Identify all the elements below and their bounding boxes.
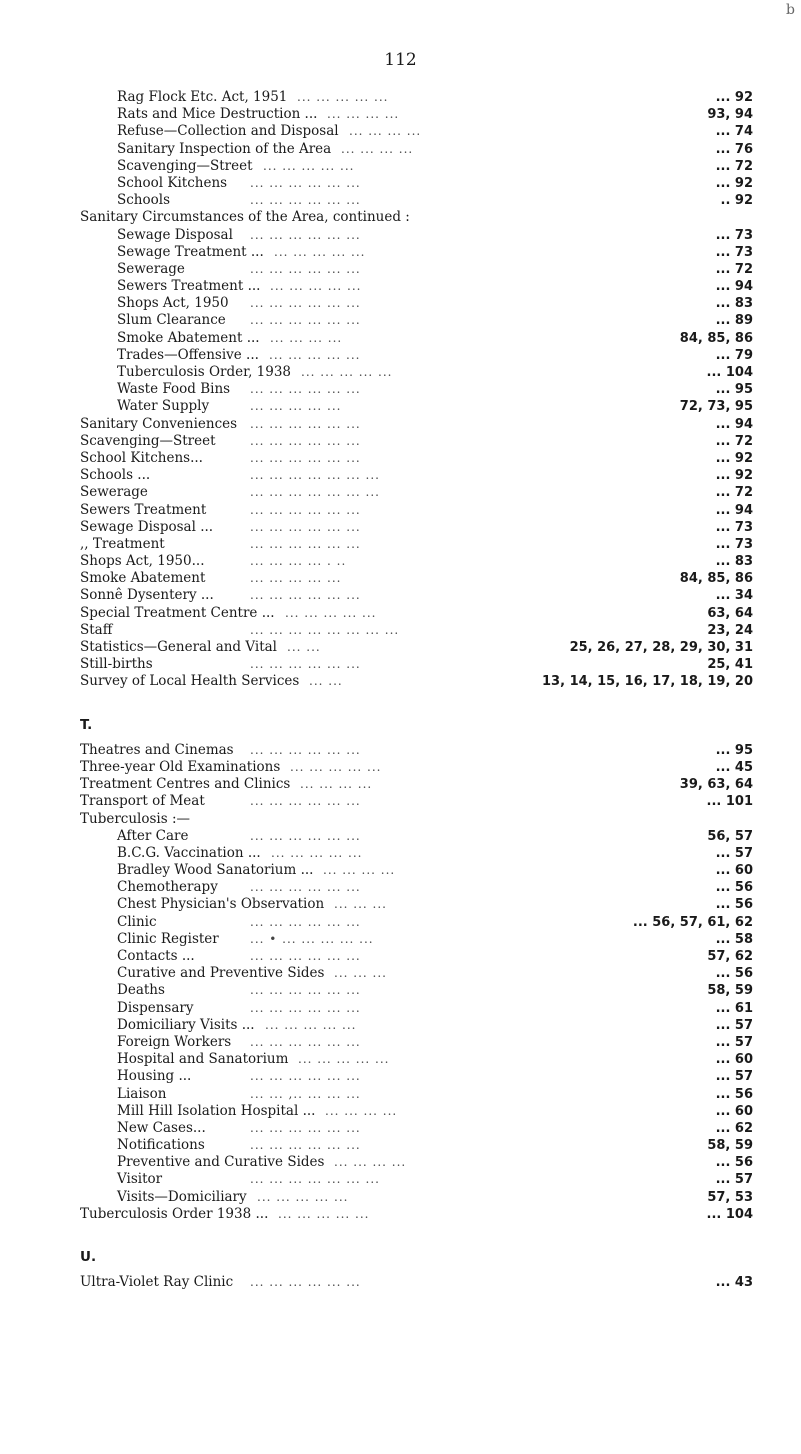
- entry-leader-dots: ... ... ... ... ... ...: [250, 1034, 361, 1049]
- entry-leader-dots: ... ... ... ...: [300, 777, 373, 792]
- entry-pages: 84, 85, 86: [679, 330, 753, 346]
- index-entry: [0, 484, 801, 501]
- index-entry: [0, 896, 801, 913]
- index-list: [0, 89, 801, 1291]
- index-entry: [0, 673, 801, 690]
- entry-label: Clinic Register: [117, 930, 219, 947]
- entry-leader-dots: ... ... ... ... ...: [257, 1189, 349, 1204]
- index-entry: [0, 1051, 801, 1068]
- entry-leader-dots: ... ... ...: [334, 897, 387, 912]
- entry-label: Smoke Abatement: [80, 570, 206, 587]
- entry-pages: ... 56: [715, 1086, 753, 1102]
- index-entry: [0, 141, 801, 158]
- entry-leader-dots: ... ... ... ...: [270, 330, 343, 345]
- entry-leader-dots: ... ... ... ... ... ...: [250, 949, 361, 963]
- entry-pages: ... 92: [715, 175, 753, 191]
- entry-label: Water Supply: [117, 398, 210, 415]
- entry-leader-dots: ... ... ... ... ... ...: [250, 193, 361, 208]
- index-entry: [0, 261, 801, 278]
- entry-leader-dots: ... ... ... ... ... ...: [250, 261, 361, 276]
- entry-pages: ... 79: [715, 347, 753, 363]
- entry-label: Sewage Treatment ...: [117, 243, 264, 260]
- entry-leader-dots: ... ... ... ... ... ... ...: [250, 1172, 380, 1187]
- entry-pages: ... 57: [715, 1172, 753, 1188]
- entry-label: Notifications: [117, 1137, 205, 1154]
- entry-leader-dots: ... ... ,.. ... ... ...: [250, 1086, 361, 1101]
- entry-label: Slum Clearance: [117, 312, 226, 329]
- entry-pages: ... 92: [715, 90, 753, 105]
- entry-pages: ... 62: [715, 1120, 753, 1136]
- entry-label: Preventive and Curative Sides: [117, 1154, 325, 1171]
- entry-leader-dots: ... ... ... ... ...: [278, 1206, 370, 1221]
- entry-leader-dots: ... ... ... ... ... ...: [250, 1120, 361, 1135]
- section-heading: [0, 1249, 801, 1266]
- entry-pages: ... 73: [715, 536, 753, 552]
- entry-pages: ... 56: [715, 897, 753, 913]
- index-entry: [0, 278, 801, 295]
- entry-label: Visits—Domiciliary: [117, 1188, 247, 1205]
- index-entry: [0, 106, 801, 123]
- entry-pages: 13, 14, 15, 16, 17, 18, 19, 20: [542, 674, 753, 690]
- entry-leader-dots: ... ...: [287, 640, 321, 654]
- entry-pages: 58, 59: [707, 1138, 753, 1154]
- entry-pages: 57, 53: [707, 1189, 753, 1205]
- index-entry: [0, 1120, 801, 1137]
- entry-leader-dots: ... ... ... ... ... ...: [250, 433, 361, 448]
- entry-pages: ... 56: [715, 966, 753, 982]
- entry-label: Shops Act, 1950: [117, 295, 229, 312]
- entry-label: After Care: [117, 827, 189, 844]
- entry-leader-dots: ... ... ... ... ... ... ...: [250, 485, 380, 500]
- index-entry: [0, 570, 801, 587]
- entry-pages: 56, 57: [707, 828, 753, 844]
- index-entry: [0, 553, 801, 570]
- entry-leader-dots: ... ... ... ...: [325, 1103, 398, 1118]
- entry-leader-dots: ... ... ... ... ... ...: [250, 914, 361, 929]
- entry-leader-dots: ... ... ... ... ... ... ... ...: [250, 622, 400, 637]
- index-entry: [0, 433, 801, 450]
- entry-pages: ... 57: [715, 1017, 753, 1033]
- entry-pages: ... 60: [715, 863, 753, 879]
- index-entry: [0, 347, 801, 364]
- entry-label: Survey of Local Health Services: [80, 673, 300, 690]
- entry-pages: ... 76: [715, 141, 753, 157]
- section-heading: [0, 717, 801, 734]
- entry-pages: ... 104: [706, 365, 753, 380]
- index-entry: [0, 759, 801, 776]
- index-entry: [0, 536, 801, 553]
- entry-pages: ... 56: [715, 1155, 753, 1171]
- entry-label: Domiciliary Visits ...: [117, 1016, 255, 1033]
- entry-pages: 93, 94: [707, 107, 753, 123]
- entry-leader-dots: ... ... ... ... ...: [271, 845, 363, 860]
- index-entry: [0, 587, 801, 604]
- entry-pages: ... 94: [715, 416, 753, 432]
- entry-label: Visitor: [117, 1171, 163, 1188]
- entry-pages: ... 56: [715, 880, 753, 896]
- entry-pages: ... 45: [715, 759, 753, 775]
- index-entry: [0, 845, 801, 862]
- index-entry: [0, 295, 801, 312]
- entry-label: Schools ...: [80, 467, 151, 484]
- entry-pages: ... 83: [715, 554, 753, 570]
- section-gap: [0, 1223, 801, 1249]
- index-entry: [0, 1189, 801, 1206]
- entry-leader-dots: ... ... ... ... ... ...: [250, 382, 361, 397]
- entry-leader-dots: ... ... ... ... ...: [301, 365, 393, 379]
- index-entry: [0, 158, 801, 175]
- entry-pages: ... 57: [715, 1069, 753, 1085]
- entry-pages: ... 89: [715, 313, 753, 329]
- index-entry: [0, 1171, 801, 1188]
- entry-pages: ... 57: [715, 845, 753, 861]
- index-entry: [0, 776, 801, 793]
- entry-pages: ... 61: [715, 1000, 753, 1016]
- index-entry: [0, 330, 801, 347]
- index-entry: [0, 828, 801, 845]
- entry-leader-dots: ... ... ... ... ... ...: [250, 1000, 361, 1015]
- entry-label: Curative and Preventive Sides: [117, 965, 325, 982]
- entry-pages: ... 72: [715, 485, 753, 501]
- entry-pages: ... 92: [715, 468, 753, 484]
- index-entry: [0, 519, 801, 536]
- index-entry: [0, 931, 801, 948]
- page-number: 112: [384, 50, 417, 70]
- entry-leader-dots: ... ... ... ... ... ...: [250, 416, 361, 431]
- index-entry: [0, 879, 801, 896]
- entry-leader-dots: ... ... ... ... ... ...: [250, 536, 361, 551]
- entry-label: Rag Flock Etc. Act, 1951: [117, 89, 288, 105]
- entry-pages: .. 92: [720, 193, 753, 209]
- entry-label: Transport of Meat: [80, 793, 205, 810]
- entry-leader-dots: ... ... ... ... ... ...: [250, 450, 361, 465]
- entry-pages: ... 94: [715, 279, 753, 295]
- entry-label: Scavenging—Street: [117, 157, 253, 174]
- entry-label: Sanitary Conveniences: [80, 415, 238, 432]
- entry-leader-dots: ... ... ... ... ... ...: [250, 1275, 361, 1290]
- index-entry: [0, 1274, 801, 1291]
- index-entry: [0, 244, 801, 261]
- index-entry: [0, 467, 801, 484]
- index-entry: [0, 123, 801, 140]
- entry-pages: ... 92: [715, 450, 753, 466]
- entry-leader-dots: ... ... ... ... ... ...: [250, 519, 361, 534]
- entry-pages: 39, 63, 64: [679, 777, 753, 793]
- entry-label: Sewers Treatment: [80, 501, 207, 518]
- index-entry: [0, 1068, 801, 1085]
- entry-label: Trades—Offensive ...: [117, 346, 259, 363]
- entry-label: Mill Hill Isolation Hospital ...: [117, 1102, 316, 1119]
- entry-label: Tuberculosis :—: [80, 810, 190, 827]
- index-entry: [0, 811, 801, 828]
- entry-label: Sanitary Circumstances of the Area, continued :: [80, 209, 410, 226]
- entry-label: Dispensary: [117, 999, 194, 1016]
- entry-pages: ... 60: [715, 1103, 753, 1119]
- entry-label: B.C.G. Vaccination ...: [117, 844, 261, 861]
- entry-leader-dots: ... ... ... ... ...: [274, 244, 366, 259]
- entry-pages: ... 73: [715, 519, 753, 535]
- index-entry: [0, 89, 801, 106]
- entry-label: Hospital and Sanatorium: [117, 1051, 289, 1068]
- entry-label: Refuse—Collection and Disposal: [117, 123, 339, 140]
- entry-leader-dots: ... ... ... ... ... ...: [250, 502, 361, 517]
- entry-label: Sanitary Inspection of the Area: [117, 140, 332, 157]
- section-heading-label: U.: [80, 1249, 97, 1265]
- entry-label: Shops Act, 1950...: [80, 553, 205, 570]
- entry-pages: ... 72: [715, 158, 753, 174]
- entry-label: Schools: [117, 192, 171, 209]
- entry-pages: ... 58: [715, 931, 753, 947]
- entry-leader-dots: ... ... ... ... ... ...: [250, 1138, 361, 1153]
- entry-pages: 25, 26, 27, 28, 29, 30, 31: [569, 640, 753, 655]
- entry-pages: ... 94: [715, 502, 753, 518]
- entry-label: Tuberculosis Order, 1938: [117, 364, 292, 380]
- entry-leader-dots: ... ... ... ... ...: [270, 279, 362, 294]
- entry-leader-dots: ... ... ... ... ... ...: [250, 657, 361, 672]
- entry-label: Deaths: [117, 982, 165, 999]
- entry-label: Scavenging—Street: [80, 432, 216, 449]
- index-entry: [0, 965, 801, 982]
- index-entry: [0, 398, 801, 415]
- entry-leader-dots: ... ... ... ...: [334, 1155, 407, 1170]
- entry-label: Foreign Workers: [117, 1033, 232, 1050]
- index-entry: [0, 948, 801, 965]
- entry-leader-dots: ... ... ... ... ...: [290, 759, 382, 774]
- entry-leader-dots: ... ... ... ... ... ...: [250, 1069, 361, 1084]
- index-entry: [0, 227, 801, 244]
- entry-leader-dots: ... ... ... ... ...: [263, 158, 355, 173]
- entry-pages: ... 73: [715, 244, 753, 260]
- entry-label: Contacts ...: [117, 948, 195, 964]
- entry-pages: ... 95: [715, 742, 753, 758]
- entry-label: Bradley Wood Sanatorium ...: [117, 862, 314, 879]
- index-entry: [0, 175, 801, 192]
- entry-pages: 58, 59: [707, 983, 753, 999]
- entry-label: Staff: [80, 621, 113, 638]
- entry-pages: ... 83: [715, 296, 753, 312]
- entry-label: ,, Treatment: [80, 535, 165, 552]
- entry-label: Three-year Old Examinations: [80, 758, 281, 775]
- entry-label: Ultra-Violet Ray Clinic: [80, 1274, 234, 1291]
- index-entry: [0, 656, 801, 673]
- entry-leader-dots: ... ... ... ... ... ... ...: [250, 468, 380, 483]
- entry-pages: ... 43: [715, 1275, 753, 1291]
- entry-pages: ... 57: [715, 1034, 753, 1050]
- entry-label: School Kitchens...: [80, 449, 203, 466]
- index-entry: [0, 381, 801, 398]
- index-entry: [0, 1103, 801, 1120]
- index-entry: [0, 312, 801, 329]
- entry-leader-dots: ... ... ... ... ... ...: [250, 313, 361, 328]
- entry-pages: 25, 41: [707, 657, 753, 673]
- entry-leader-dots: ... ... ... ... ... ...: [250, 880, 361, 895]
- index-entry: [0, 1086, 801, 1103]
- entry-pages: 23, 24: [707, 622, 753, 638]
- entry-leader-dots: ... ... ... ... ... ...: [250, 742, 361, 757]
- index-entry: [0, 364, 801, 381]
- index-entry: [0, 192, 801, 209]
- index-entry: [0, 1137, 801, 1154]
- index-entry: [0, 605, 801, 622]
- entry-pages: ... 73: [715, 227, 753, 243]
- entry-pages: ... 72: [715, 433, 753, 449]
- entry-leader-dots: ... ... ...: [334, 966, 387, 981]
- entry-leader-dots: ... ... ... ...: [349, 124, 422, 139]
- section-heading-label: T.: [80, 716, 93, 733]
- entry-label: Sewerage: [80, 484, 148, 501]
- section-gap: [0, 691, 801, 717]
- entry-pages: ... 60: [715, 1052, 753, 1068]
- entry-label: School Kitchens: [117, 174, 228, 191]
- entry-label: Sewage Disposal: [117, 226, 233, 243]
- entry-leader-dots: ... ... ... ... ...: [285, 605, 377, 620]
- entry-pages: 72, 73, 95: [679, 399, 753, 415]
- entry-leader-dots: ... ... ... ...: [323, 863, 396, 878]
- entry-leader-dots: ... ... ... ... ...: [250, 571, 342, 586]
- entry-label: Sewers Treatment ...: [117, 278, 261, 295]
- entry-leader-dots: ... ... ... ... ... ...: [250, 296, 361, 311]
- index-entry: [0, 622, 801, 639]
- entry-label: Sewage Disposal ...: [80, 518, 214, 535]
- entry-label: Treatment Centres and Clinics: [80, 776, 291, 793]
- entry-label: Theatres and Cinemas: [80, 741, 234, 758]
- entry-leader-dots: ... ... ... ... ... ...: [250, 175, 361, 190]
- entry-leader-dots: ... ... ... ... ...: [250, 399, 342, 414]
- corner-mark: b: [786, 2, 795, 18]
- entry-label: Chemotherapy: [117, 879, 218, 896]
- entry-leader-dots: ... ... ... ... ... ...: [250, 794, 361, 809]
- entry-pages: 63, 64: [707, 605, 753, 621]
- entry-label: New Cases...: [117, 1119, 206, 1136]
- index-entry: [0, 416, 801, 433]
- entry-leader-dots: ... ...: [309, 674, 343, 689]
- index-entry: [0, 1017, 801, 1034]
- entry-label: Still-births: [80, 656, 153, 673]
- entry-label: Clinic: [117, 913, 157, 930]
- entry-label: Sewerage: [117, 260, 185, 277]
- entry-pages: ... 95: [715, 382, 753, 398]
- index-entry: [0, 502, 801, 519]
- index-entry: [0, 793, 801, 810]
- entry-leader-dots: ... ... ... ... ... ...: [250, 983, 361, 998]
- entry-pages: ... 104: [706, 1206, 753, 1222]
- entry-label: Tuberculosis Order 1938 ...: [80, 1205, 269, 1222]
- entry-leader-dots: ... ... ... ... ...: [298, 1052, 390, 1067]
- entry-leader-dots: ... ... ... ... ... ...: [250, 588, 361, 603]
- index-entry: [0, 742, 801, 759]
- entry-label: Rats and Mice Destruction ...: [117, 106, 318, 123]
- entry-pages: ... 34: [715, 588, 753, 604]
- entry-leader-dots: ... ... ... ... . ..: [250, 554, 347, 569]
- entry-leader-dots: ... ... ... ... ...: [297, 90, 389, 104]
- entry-label: Waste Food Bins: [117, 381, 231, 398]
- entry-leader-dots: ... ... ... ... ...: [269, 347, 361, 362]
- index-entry: [0, 862, 801, 879]
- entry-pages: ... 101: [706, 794, 753, 810]
- entry-pages: 57, 62: [707, 949, 753, 964]
- entry-label: Chest Physician's Observation: [117, 896, 325, 913]
- index-entry: [0, 450, 801, 467]
- entry-label: Housing ...: [117, 1068, 192, 1085]
- index-entry: [0, 1034, 801, 1051]
- entry-leader-dots: ... ... ... ... ... ...: [250, 227, 361, 242]
- entry-label: Statistics—General and Vital: [80, 639, 277, 655]
- index-entry: [0, 209, 801, 226]
- entry-label: Liaison: [117, 1085, 167, 1102]
- entry-pages: ... 74: [715, 124, 753, 140]
- index-entry: [0, 1206, 801, 1223]
- entry-pages: ... 56, 57, 61, 62: [632, 914, 753, 930]
- entry-leader-dots: ... ... ... ... ...: [265, 1017, 357, 1032]
- entry-label: Sonnê Dysentery ...: [80, 587, 214, 604]
- entry-leader-dots: ... ... ... ... ... ...: [250, 828, 361, 843]
- index-entry: [0, 1154, 801, 1171]
- entry-leader-dots: ... • ... ... ... ... ...: [250, 931, 374, 946]
- entry-label: Smoke Abatement ...: [117, 329, 260, 346]
- entry-pages: ... 72: [715, 261, 753, 277]
- entry-pages: 84, 85, 86: [679, 571, 753, 587]
- index-entry: [0, 914, 801, 931]
- index-entry: [0, 639, 801, 656]
- entry-label: Special Treatment Centre ...: [80, 604, 275, 621]
- entry-leader-dots: ... ... ... ...: [341, 141, 414, 156]
- index-entry: [0, 1000, 801, 1017]
- index-entry: [0, 982, 801, 999]
- entry-leader-dots: ... ... ... ...: [327, 107, 400, 122]
